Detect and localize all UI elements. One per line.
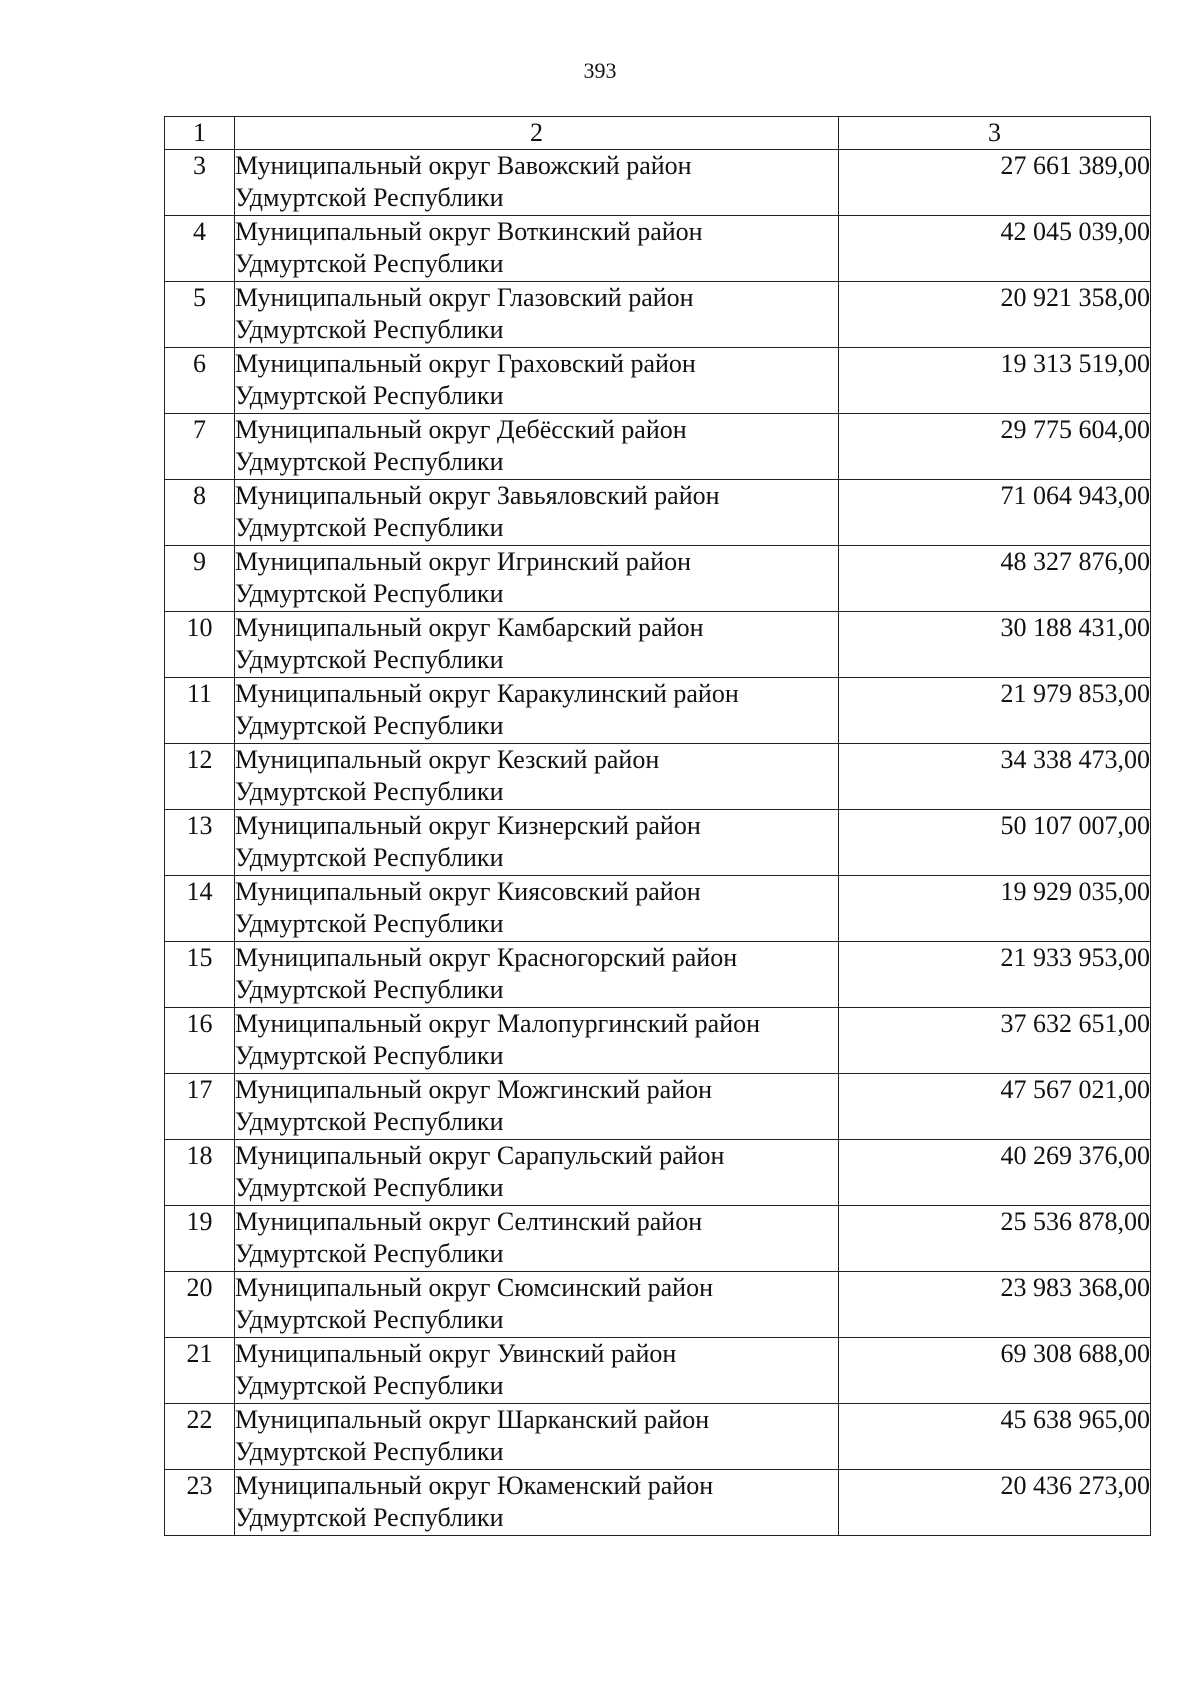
municipality-name-line2: Удмуртской Республики <box>235 1371 504 1400</box>
row-number-cell: 14 <box>165 876 235 942</box>
table-row <box>165 216 1151 282</box>
table-row <box>165 348 1151 414</box>
table-row <box>165 1404 1151 1470</box>
table-row <box>165 942 1151 1008</box>
municipality-name-cell <box>235 414 839 480</box>
municipality-name-line1: Муниципальный округ Камбарский район <box>235 613 704 642</box>
amount-cell: 21 933 953,00 <box>839 942 1151 1008</box>
amount-cell: 20 921 358,00 <box>839 282 1151 348</box>
table-row <box>165 480 1151 546</box>
row-number-cell: 7 <box>165 414 235 480</box>
municipality-name-cell <box>235 612 839 678</box>
municipality-name-cell <box>235 348 839 414</box>
table-row <box>165 1206 1151 1272</box>
municipality-name-line1: Муниципальный округ Завьяловский район <box>235 481 720 510</box>
table-row <box>165 1338 1151 1404</box>
municipality-name-line2: Удмуртской Республики <box>235 909 504 938</box>
amount-cell: 19 313 519,00 <box>839 348 1151 414</box>
municipality-name-cell <box>235 1206 839 1272</box>
allocation-table <box>164 116 1151 1536</box>
amount-cell: 50 107 007,00 <box>839 810 1151 876</box>
row-number-cell: 10 <box>165 612 235 678</box>
municipality-name-line1: Муниципальный округ Киясовский район <box>235 877 701 906</box>
amount-cell: 20 436 273,00 <box>839 1470 1151 1536</box>
row-number-cell: 21 <box>165 1338 235 1404</box>
amount-cell: 30 188 431,00 <box>839 612 1151 678</box>
page-number: 393 <box>583 58 617 83</box>
table-row <box>165 744 1151 810</box>
amount-cell: 34 338 473,00 <box>839 744 1151 810</box>
municipality-name-cell <box>235 1008 839 1074</box>
municipality-name-line2: Удмуртской Республики <box>235 447 504 476</box>
row-number-cell: 11 <box>165 678 235 744</box>
municipality-name-line2: Удмуртской Республики <box>235 579 504 608</box>
municipality-name-line1: Муниципальный округ Можгинский район <box>235 1075 713 1104</box>
municipality-name-line2: Удмуртской Республики <box>235 1437 504 1466</box>
municipality-name-cell <box>235 282 839 348</box>
row-number-cell: 12 <box>165 744 235 810</box>
amount-cell: 48 327 876,00 <box>839 546 1151 612</box>
header-row <box>165 117 1151 150</box>
amount-cell: 69 308 688,00 <box>839 1338 1151 1404</box>
municipality-name-cell <box>235 480 839 546</box>
amount-cell: 42 045 039,00 <box>839 216 1151 282</box>
row-number-cell: 22 <box>165 1404 235 1470</box>
table-row <box>165 414 1151 480</box>
municipality-name-line1: Муниципальный округ Кизнерский район <box>235 811 701 840</box>
amount-cell: 27 661 389,00 <box>839 150 1151 216</box>
amount-cell: 19 929 035,00 <box>839 876 1151 942</box>
row-number-cell: 17 <box>165 1074 235 1140</box>
row-number-cell: 9 <box>165 546 235 612</box>
table-row <box>165 876 1151 942</box>
row-number-cell: 20 <box>165 1272 235 1338</box>
row-number-cell: 8 <box>165 480 235 546</box>
municipality-name-line1: Муниципальный округ Красногорский район <box>235 943 738 972</box>
row-number-cell: 6 <box>165 348 235 414</box>
table-row <box>165 1272 1151 1338</box>
municipality-name-line1: Муниципальный округ Сарапульский район <box>235 1141 725 1170</box>
amount-cell: 71 064 943,00 <box>839 480 1151 546</box>
municipality-name-cell <box>235 1404 839 1470</box>
amount-cell: 21 979 853,00 <box>839 678 1151 744</box>
municipality-name-cell <box>235 150 839 216</box>
row-number-cell: 18 <box>165 1140 235 1206</box>
row-number-cell: 23 <box>165 1470 235 1536</box>
municipality-name-cell <box>235 1140 839 1206</box>
table-row <box>165 150 1151 216</box>
amount-cell: 45 638 965,00 <box>839 1404 1151 1470</box>
municipality-name-line1: Муниципальный округ Дебёсский район <box>235 415 687 444</box>
header-col-number: 1 <box>165 117 235 150</box>
municipality-name-line2: Удмуртской Республики <box>235 1173 504 1202</box>
row-number-cell: 3 <box>165 150 235 216</box>
table-row <box>165 1470 1151 1536</box>
municipality-name-cell <box>235 810 839 876</box>
municipality-name-cell <box>235 1338 839 1404</box>
amount-cell: 29 775 604,00 <box>839 414 1151 480</box>
table-row <box>165 282 1151 348</box>
row-number-cell: 13 <box>165 810 235 876</box>
municipality-name-line2: Удмуртской Республики <box>235 1503 504 1532</box>
municipality-name-line1: Муниципальный округ Воткинский район <box>235 217 703 246</box>
amount-cell: 47 567 021,00 <box>839 1074 1151 1140</box>
municipality-name-cell <box>235 1470 839 1536</box>
municipality-name-line1: Муниципальный округ Кезский район <box>235 745 660 774</box>
table-row <box>165 546 1151 612</box>
municipality-name-line1: Муниципальный округ Сюмсинский район <box>235 1273 714 1302</box>
municipality-name-line2: Удмуртской Республики <box>235 843 504 872</box>
municipality-name-cell <box>235 744 839 810</box>
municipality-name-line2: Удмуртской Республики <box>235 1239 504 1268</box>
municipality-name-line1: Муниципальный округ Шарканский район <box>235 1405 710 1434</box>
municipality-name-line1: Муниципальный округ Граховский район <box>235 349 696 378</box>
municipality-name-line2: Удмуртской Республики <box>235 1041 504 1070</box>
municipality-name-line2: Удмуртской Республики <box>235 315 504 344</box>
row-number-cell: 15 <box>165 942 235 1008</box>
municipality-name-cell <box>235 216 839 282</box>
row-number-cell: 4 <box>165 216 235 282</box>
amount-cell: 25 536 878,00 <box>839 1206 1151 1272</box>
header-col-amount: 3 <box>839 117 1151 150</box>
amount-cell: 37 632 651,00 <box>839 1008 1151 1074</box>
municipality-name-cell <box>235 942 839 1008</box>
table-header <box>165 117 1151 150</box>
table-row <box>165 1074 1151 1140</box>
table-body <box>165 150 1151 1536</box>
municipality-name-line1: Муниципальный округ Малопургинский район <box>235 1009 761 1038</box>
row-number-cell: 16 <box>165 1008 235 1074</box>
municipality-name-line2: Удмуртской Республики <box>235 381 504 410</box>
municipality-name-line2: Удмуртской Республики <box>235 711 504 740</box>
table-row <box>165 678 1151 744</box>
table-row <box>165 1008 1151 1074</box>
municipality-name-cell <box>235 1074 839 1140</box>
municipality-name-line1: Муниципальный округ Юкаменский район <box>235 1471 714 1500</box>
municipality-name-line2: Удмуртской Республики <box>235 249 504 278</box>
municipality-name-cell <box>235 876 839 942</box>
municipality-name-cell <box>235 1272 839 1338</box>
amount-cell: 23 983 368,00 <box>839 1272 1151 1338</box>
row-number-cell: 19 <box>165 1206 235 1272</box>
municipality-name-line1: Муниципальный округ Увинский район <box>235 1339 677 1368</box>
municipality-name-line2: Удмуртской Республики <box>235 645 504 674</box>
municipality-name-cell <box>235 546 839 612</box>
municipality-name-line1: Муниципальный округ Селтинский район <box>235 1207 703 1236</box>
municipality-name-line1: Муниципальный округ Вавожский район <box>235 151 692 180</box>
municipality-name-line2: Удмуртской Республики <box>235 975 504 1004</box>
municipality-name-line2: Удмуртской Республики <box>235 513 504 542</box>
municipality-name-line2: Удмуртской Республики <box>235 183 504 212</box>
header-col-name: 2 <box>235 117 839 150</box>
table-row <box>165 810 1151 876</box>
row-number-cell: 5 <box>165 282 235 348</box>
municipality-name-line2: Удмуртской Республики <box>235 777 504 806</box>
municipality-name-line1: Муниципальный округ Каракулинский район <box>235 679 739 708</box>
amount-cell: 40 269 376,00 <box>839 1140 1151 1206</box>
municipality-name-line2: Удмуртской Республики <box>235 1107 504 1136</box>
table-row <box>165 612 1151 678</box>
municipality-name-cell <box>235 678 839 744</box>
municipality-name-line1: Муниципальный округ Игринский район <box>235 547 692 576</box>
table-row <box>165 1140 1151 1206</box>
municipality-name-line1: Муниципальный округ Глазовский район <box>235 283 694 312</box>
municipality-name-line2: Удмуртской Республики <box>235 1305 504 1334</box>
